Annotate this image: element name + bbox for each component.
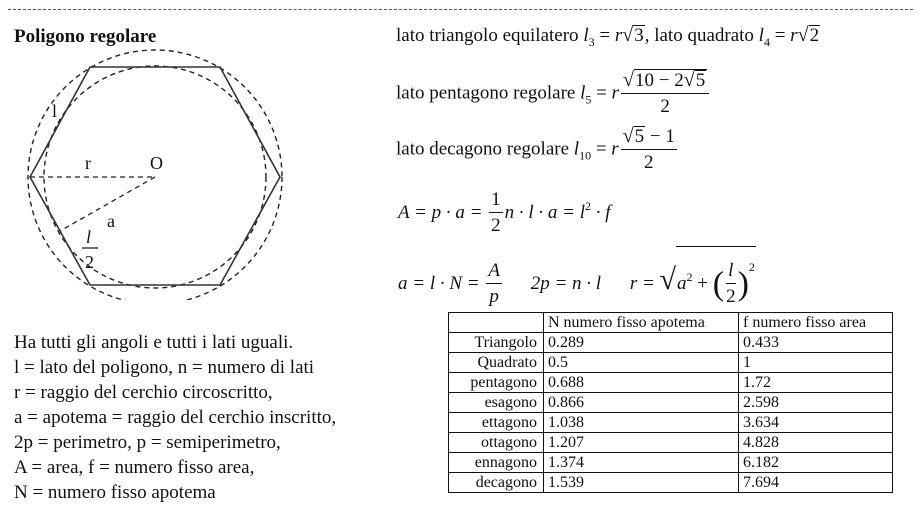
definition-line: 2p = perimetro, p = semiperimetro,: [14, 432, 281, 453]
hexagon: [30, 67, 280, 285]
half-side-denominator: 2: [85, 252, 94, 272]
definitions-list: [14, 330, 336, 505]
table-row: esagono 0.866 2.598: [449, 393, 893, 413]
circumscribed-circle: [28, 50, 282, 300]
table-header-cell: [449, 313, 544, 333]
radius-label: r: [85, 153, 91, 173]
table-row: Quadrato 0.5 1: [449, 353, 893, 373]
hexagon-figure: [0, 0, 300, 300]
polygon-constants-table: [448, 312, 893, 493]
center-label: O: [150, 153, 163, 173]
definition-line: a = apotema = raggio del cerchio inscritto,: [14, 407, 337, 428]
table-row: ettagono 1.038 3.634: [449, 413, 893, 433]
apothem-label: a: [107, 211, 115, 231]
side-label: l: [52, 101, 58, 121]
definition-line: A = area, f = numero fisso area,: [14, 457, 255, 478]
definition-line: N = numero fisso apotema: [14, 482, 216, 503]
table-row: decagono 1.539 7.694: [449, 473, 893, 493]
formula-decagon: lato decagono regolare $l_{10} = r$ $\frac{√5 - 1}{2}$: [396, 125, 675, 173]
formula-pentagon: lato pentagono regolare $l_5 = r$ $\frac{√10 - 2√5}{2}$: [396, 68, 711, 120]
half-side-numerator: l: [86, 227, 92, 247]
formula-area: A = p · a = $\frac{1}{2}$ $n \cdot l \cdot a = l^2 \cdot f$: [398, 189, 611, 236]
table-row: ennagono 1.374 6.182: [449, 453, 893, 473]
table-row: pentagono 0.688 1.72: [449, 373, 893, 393]
table-row: ottagono 1.207 4.828: [449, 433, 893, 453]
table-header-cell: f numero fisso area: [739, 313, 893, 333]
formula-apothem-perimeter-radius: a = l · N = $\frac{A}{p}$ 2p = n · l $r = √a^2$ + ( $\frac{l}{2}$ )$^2$: [398, 246, 756, 310]
table-header-cell: N numero fisso apotema: [544, 313, 739, 333]
table-header-row: [449, 313, 893, 333]
definition-line: Ha tutti gli angoli e tutti i lati uguali.: [14, 332, 294, 353]
definition-line: r = raggio del cerchio circoscritto,: [14, 382, 273, 403]
definition-line: l = lato del poligono, n = numero di lati: [14, 357, 315, 378]
table-row: Triangolo 0.289 0.433: [449, 333, 893, 353]
section-title: Poligono regolare: [14, 26, 157, 47]
formula-triangle-square: lato triangolo equilatero $l_3 = r√3$, lato quadrato $l_4 = r√2$: [396, 24, 820, 49]
